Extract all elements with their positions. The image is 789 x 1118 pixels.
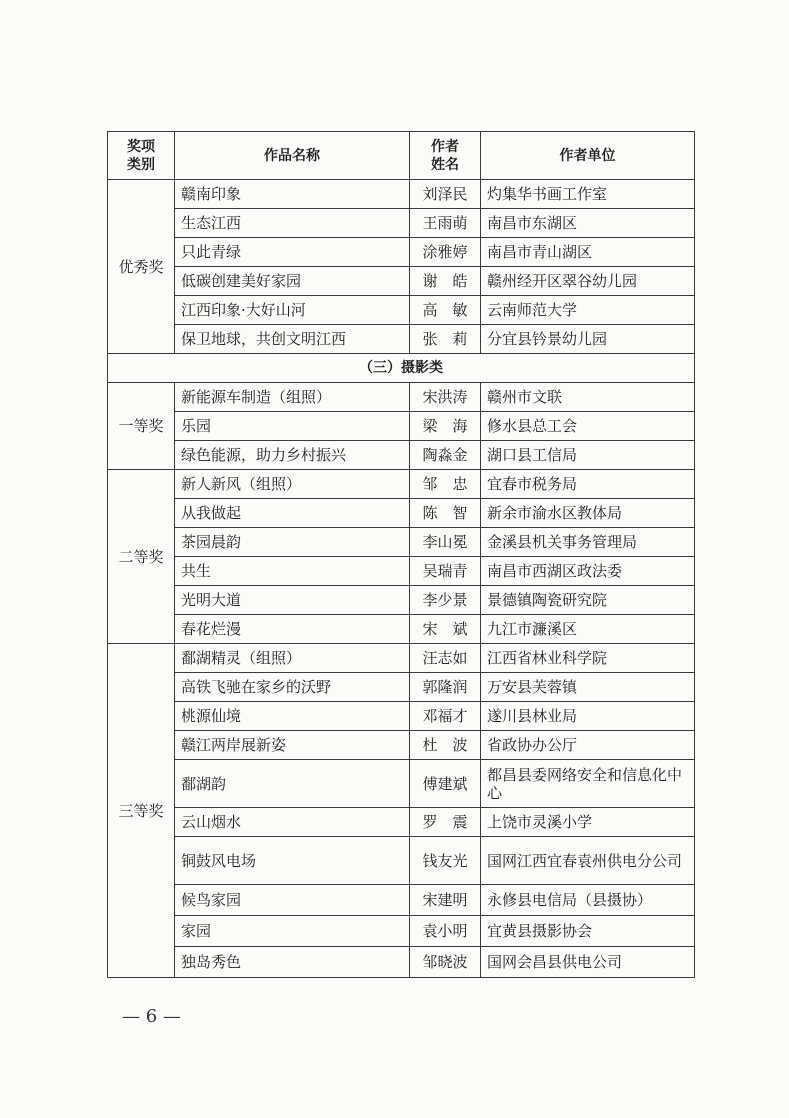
table-row	[108, 702, 695, 731]
award-category: 三等奖	[108, 644, 175, 978]
work-title: 只此青绿	[175, 238, 410, 267]
author-unit: 省政协办公厅	[481, 731, 695, 760]
work-title: 茶园晨韵	[175, 528, 410, 557]
work-title: 铜鼓风电场	[175, 837, 410, 885]
table-row	[108, 267, 695, 296]
table-row	[108, 615, 695, 644]
author-name: 钱友光	[410, 837, 481, 885]
author-unit: 湖口县工信局	[481, 441, 695, 470]
author-name: 罗 震	[410, 808, 481, 837]
author-unit: 都昌县委网络安全和信息化中心	[481, 760, 695, 808]
author-unit: 遂川县林业局	[481, 702, 695, 731]
author-name: 宋洪涛	[410, 383, 481, 412]
author-unit: 分宜县钤景幼儿园	[481, 325, 695, 354]
author-unit: 宜黄县摄影协会	[481, 916, 695, 947]
table-row	[108, 837, 695, 885]
author-name: 邓福才	[410, 702, 481, 731]
work-title: 从我做起	[175, 499, 410, 528]
table-row	[108, 209, 695, 238]
author-name: 傅建斌	[410, 760, 481, 808]
work-title: 新人新风（组照）	[175, 470, 410, 499]
work-title: 云山烟水	[175, 808, 410, 837]
author-name: 张 莉	[410, 325, 481, 354]
author-name: 高 敏	[410, 296, 481, 325]
work-title: 鄱湖精灵（组照）	[175, 644, 410, 673]
author-unit: 九江市濂溪区	[481, 615, 695, 644]
table-row	[108, 947, 695, 978]
author-name: 陶淼金	[410, 441, 481, 470]
author-name: 梁 海	[410, 412, 481, 441]
table-row	[108, 808, 695, 837]
author-name: 涂雅婷	[410, 238, 481, 267]
work-title: 鄱湖韵	[175, 760, 410, 808]
author-name: 邹晓波	[410, 947, 481, 978]
table-row	[108, 557, 695, 586]
work-title: 桃源仙境	[175, 702, 410, 731]
author-unit: 新余市渝水区教体局	[481, 499, 695, 528]
table-row	[108, 760, 695, 808]
table-row	[108, 325, 695, 354]
work-title: 候鸟家园	[175, 885, 410, 916]
award-category: 一等奖	[108, 383, 175, 470]
author-unit: 南昌市西湖区政法委	[481, 557, 695, 586]
work-title: 光明大道	[175, 586, 410, 615]
author-unit: 金溪县机关事务管理局	[481, 528, 695, 557]
table-row	[108, 586, 695, 615]
author-unit: 南昌市东湖区	[481, 209, 695, 238]
header-unit: 作者单位	[481, 132, 695, 180]
work-title: 赣江两岸展新姿	[175, 731, 410, 760]
header-author: 作者 姓名	[410, 132, 481, 180]
table-row	[108, 180, 695, 209]
work-title: 绿色能源，助力乡村振兴	[175, 441, 410, 470]
work-title: 赣南印象	[175, 180, 410, 209]
author-name: 刘泽民	[410, 180, 481, 209]
author-name: 宋 斌	[410, 615, 481, 644]
table-row	[108, 383, 695, 412]
author-unit: 江西省林业科学院	[481, 644, 695, 673]
author-unit: 赣州市文联	[481, 383, 695, 412]
table-row	[108, 412, 695, 441]
author-unit: 景德镇陶瓷研究院	[481, 586, 695, 615]
table-row	[108, 296, 695, 325]
award-category: 二等奖	[108, 470, 175, 644]
author-unit: 国网江西宜春袁州供电分公司	[481, 837, 695, 885]
author-name: 李少景	[410, 586, 481, 615]
work-title: 保卫地球，共创文明江西	[175, 325, 410, 354]
work-title: 家园	[175, 916, 410, 947]
author-unit: 万安县芙蓉镇	[481, 673, 695, 702]
table-row	[108, 441, 695, 470]
author-unit: 国网会昌县供电公司	[481, 947, 695, 978]
author-unit: 修水县总工会	[481, 412, 695, 441]
author-name: 王雨萌	[410, 209, 481, 238]
table-row	[108, 644, 695, 673]
work-title: 生态江西	[175, 209, 410, 238]
section-title: （三）摄影类	[108, 354, 695, 383]
table-row	[108, 916, 695, 947]
author-unit: 云南师范大学	[481, 296, 695, 325]
table-row	[108, 238, 695, 267]
work-title: 低碳创建美好家园	[175, 267, 410, 296]
table-row	[108, 528, 695, 557]
work-title: 江西印象·大好山河	[175, 296, 410, 325]
table-row	[108, 499, 695, 528]
author-unit: 宜春市税务局	[481, 470, 695, 499]
page-number: — 6 —	[122, 1006, 181, 1027]
table-header-row	[108, 132, 695, 180]
author-name: 谢 皓	[410, 267, 481, 296]
table-row	[108, 731, 695, 760]
header-work: 作品名称	[175, 132, 410, 180]
author-name: 汪志如	[410, 644, 481, 673]
author-name: 宋建明	[410, 885, 481, 916]
author-name: 李山冕	[410, 528, 481, 557]
author-name: 杜 波	[410, 731, 481, 760]
author-unit: 上饶市灵溪小学	[481, 808, 695, 837]
author-unit: 永修县电信局（县摄协）	[481, 885, 695, 916]
table-row	[108, 673, 695, 702]
work-title: 独岛秀色	[175, 947, 410, 978]
author-name: 陈 智	[410, 499, 481, 528]
author-name: 邹 忠	[410, 470, 481, 499]
author-unit: 灼集华书画工作室	[481, 180, 695, 209]
table-row	[108, 885, 695, 916]
award-table	[107, 131, 695, 978]
work-title: 高铁飞驰在家乡的沃野	[175, 673, 410, 702]
work-title: 共生	[175, 557, 410, 586]
work-title: 春花烂漫	[175, 615, 410, 644]
author-unit: 赣州经开区翠谷幼儿园	[481, 267, 695, 296]
award-category: 优秀奖	[108, 180, 175, 354]
author-name: 袁小明	[410, 916, 481, 947]
work-title: 乐园	[175, 412, 410, 441]
author-name: 郭隆润	[410, 673, 481, 702]
work-title: 新能源车制造（组照）	[175, 383, 410, 412]
author-name: 吴瑞青	[410, 557, 481, 586]
table-row	[108, 470, 695, 499]
section-row	[108, 354, 695, 383]
author-unit: 南昌市青山湖区	[481, 238, 695, 267]
header-category: 奖项 类别	[108, 132, 175, 180]
